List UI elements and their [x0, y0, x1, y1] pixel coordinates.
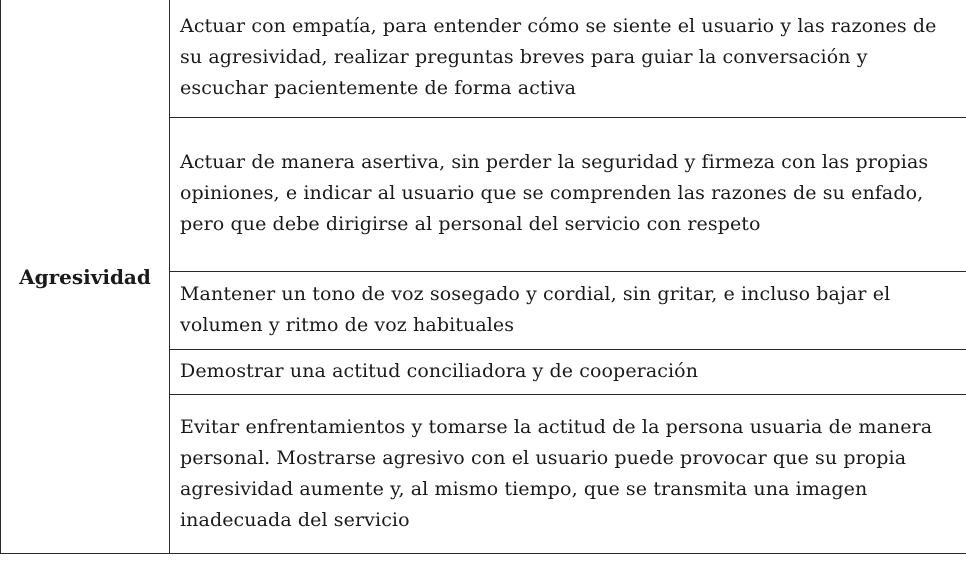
guideline-cell: Actuar de manera asertiva, sin perder la seguridad y firmeza con las propias opiniones, e indicar al usuario que se comprenden las razones de su enfado, pero que debe dirigirse al personal del servicio con respeto [170, 117, 966, 272]
guideline-cell: Evitar enfrentamientos y tomarse la actitud de la persona usuaria de manera personal. Mostrarse agresivo con el usuario puede provocar que su propia agresividad aumente y, al mismo tiempo, que se transmita una imagen inadecuada del servicio [170, 395, 966, 554]
table-row [1, 0, 966, 117]
category-cell: Agresividad [1, 0, 170, 554]
guideline-cell: Mantener un tono de voz sosegado y cordial, sin gritar, e incluso bajar el volumen y ritmo de voz habituales [170, 272, 966, 350]
guideline-cell: Demostrar una actitud conciliadora y de cooperación [170, 350, 966, 395]
guideline-cell: Actuar con empatía, para entender cómo se siente el usuario y las razones de su agresividad, realizar preguntas breves para guiar la conversación y escuchar pacientemente de forma activa [170, 0, 966, 117]
